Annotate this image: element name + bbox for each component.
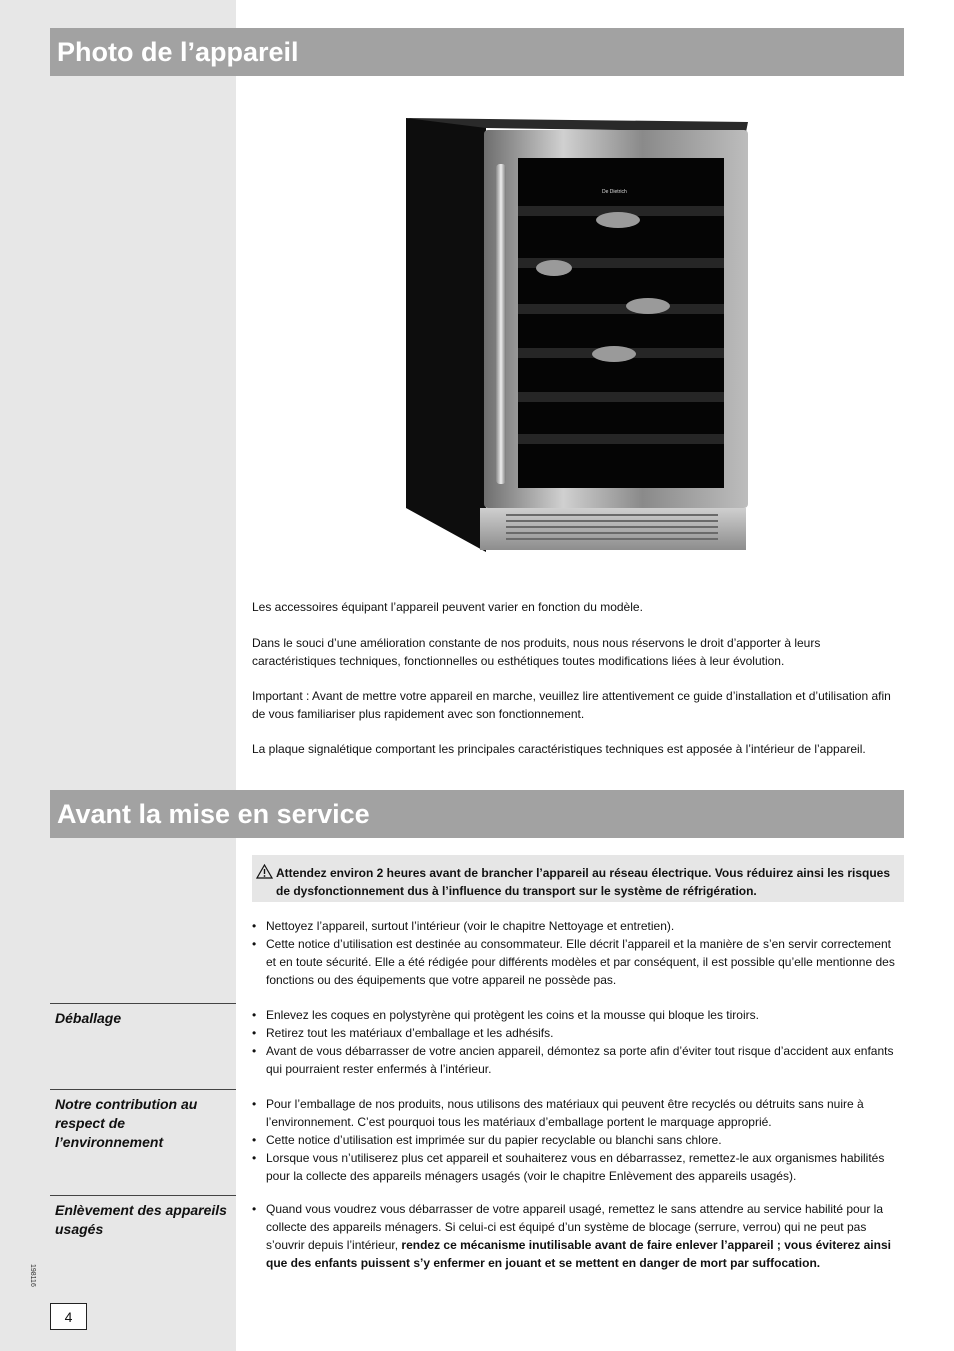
intro-paragraph: Dans le souci d’une amélioration constante de nos produits, nous nous réservons le droit d’apporter à leurs caractéristiques techniques, fonctionnelles ou esthétiques toutes modifications liées à leur évolution. (252, 636, 821, 668)
wine-cooler-image (396, 108, 758, 554)
intro-paragraph: Les accessoires équipant l’appareil peuvent varier en fonction du modèle. (252, 600, 643, 614)
sidebar-heading-enlevement: Enlèvement des appareils usagés (50, 1195, 236, 1239)
list-item: • Nettoyez l’appareil, surtout l’intérieur (voir le chapitre Nettoyage et entretien). (252, 917, 902, 935)
appliance-photo (396, 108, 758, 554)
section-header-service: Avant la mise en service (50, 790, 904, 838)
page-number: 4 (50, 1303, 87, 1330)
intro-paragraph: Important : Avant de mettre votre appareil en marche, veuillez lire attentivement ce guide d’installation et d’utilisation afin de vous familiariser plus rapidement avec son fonctionnement. (252, 689, 891, 721)
list-item: • Cette notice d’utilisation est destinée au consommateur. Elle décrit l’appareil et la manière de s’en servir correctement et en toute sécurité. Elle a été rédigée pour différents modèles et par conséquent, il est possible qu’elle mentionne des fonctions ou des équipements que votre appareil ne possède pas. (252, 935, 902, 989)
list-item: • Enlevez les coques en polystyrène qui protègent les coins et la mousse qui bloque les tiroirs. (252, 1006, 902, 1024)
list-item: • Lorsque vous n’utiliserez plus cet appareil et souhaiterez vous en débarrassez, remettez-le aux organismes habilités pour la collecte des appareils ménagers usagés (voir le chapitre Enlèvement des appareils usagés). (252, 1149, 902, 1185)
enlevement-text: Quand vous voudrez vous débarrasser de votre appareil usagé, remettez le sans attendre au service habilité pour la collecte des appareils ménagers. Si celui-ci est équipé d’un système de blocage (serrure, verrou) qui ne peut pas s’ouvrir depuis l’intérieur, (266, 1202, 884, 1252)
list-item: • Pour l’emballage de nos produits, nous utilisons des matériaux qui peuvent être recyclés ou détruits sans nuire à l’environnement. C’est pourquoi tous les matériaux d’emballage portent le marquage approprié. (252, 1095, 902, 1131)
section-header-photo: Photo de l’appareil (50, 28, 904, 76)
environnement-list (252, 1095, 902, 1185)
list-item (252, 1200, 902, 1272)
enlevement-bold-text: rendez ce mécanisme inutilisable avant de faire enlever l’appareil ; vous éviterez ainsi que des enfants puissent s’y enfermer en jouant et se mettent en danger de mort par suffocation. (266, 1238, 891, 1270)
list-item: • Retirez tout les matériaux d’emballage et les adhésifs. (252, 1024, 902, 1042)
general-list (252, 917, 902, 989)
enlevement-list (252, 1200, 902, 1272)
sidebar-heading-deballage: Déballage (50, 1003, 236, 1028)
sidebar-heading-environnement: Notre contribution au respect de l’environnement (50, 1089, 236, 1152)
list-item: • Cette notice d’utilisation est imprimée sur du papier recyclable ou blanchi sans chlore. (252, 1131, 902, 1149)
warning-box (252, 855, 904, 902)
list-item: • Avant de vous débarrasser de votre ancien appareil, démontez sa porte afin d’éviter tout risque d’accident aux enfants qui pourraient rester enfermés à l’intérieur. (252, 1042, 902, 1078)
document-code: 198116 (29, 1264, 36, 1287)
deballage-list (252, 1006, 902, 1078)
warning-icon (256, 864, 273, 879)
brand-label: De Dietrich (602, 189, 627, 195)
warning-text: Attendez environ 2 heures avant de brancher l’appareil au réseau électrique. Vous réduirez ainsi les risques de dysfonctionnement dus à l’influence du transport sur le système de réfrigération. (276, 866, 890, 898)
intro-paragraph: La plaque signalétique comportant les principales caractéristiques techniques est apposée à l’intérieur de l’appareil. (252, 742, 866, 756)
